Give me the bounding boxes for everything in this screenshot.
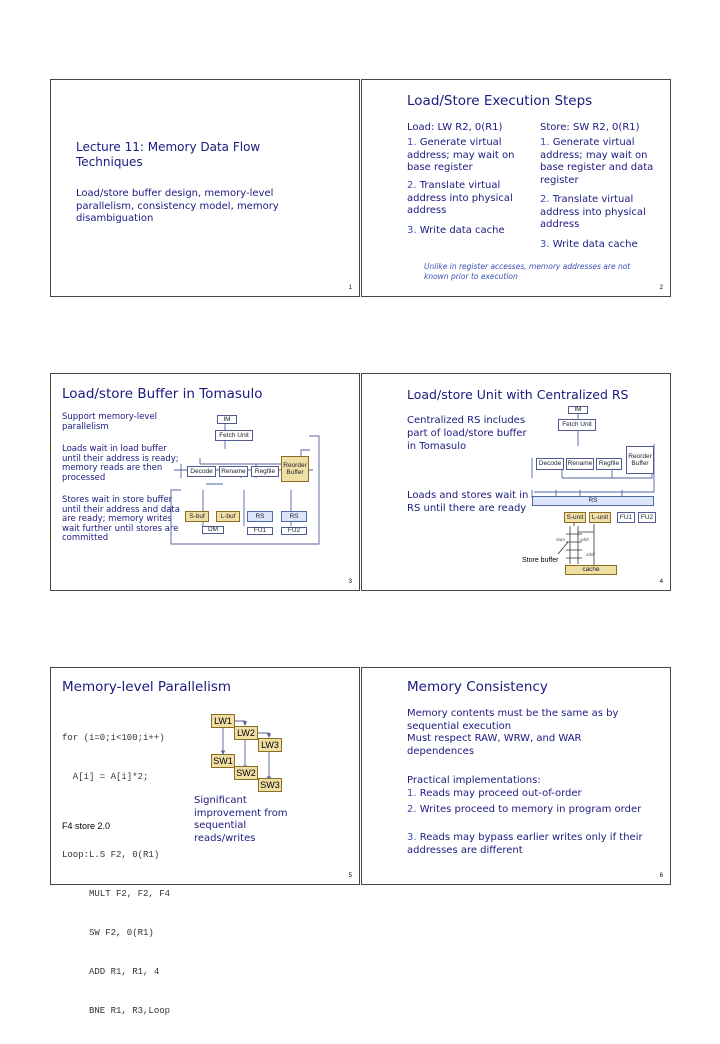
consistency-bullet-2: Must respect RAW, WRW, and WAR dependences (407, 733, 582, 757)
slide-3 (50, 373, 360, 591)
slide-2-title: Load/Store Execution Steps (407, 93, 593, 109)
fetch-unit-box: Fetch Unit (215, 430, 253, 441)
im-box: IM (568, 406, 588, 414)
slide-3-para-3: Stores wait in store buffer until their address and data are ready; memory writes wait further until stores are committed (62, 495, 180, 543)
load-heading: Load: LW R2, 0(R1) (407, 122, 503, 133)
slide-4-title: Load/store Unit with Centralized RS (407, 387, 629, 402)
slide-3-para-2: Loads wait in load buffer until their address is ready; memory reads are then processed (62, 444, 179, 483)
slide-4-para-1: Centralized RS includes part of load/store buffer in Tomasulo (407, 415, 527, 452)
load-step-2: 2. Translate virtual address into physical address (407, 180, 513, 216)
slide-2 (361, 79, 671, 297)
addr-label-2: addr (586, 552, 596, 557)
slide-5-note: Significant improvement from sequential reads/writes (194, 795, 288, 844)
store-buffer-label: Store buffer (522, 557, 559, 564)
page-number: 1 (348, 285, 352, 291)
fu1-box: FU1 (617, 512, 635, 523)
store-step-3: 3. Write data cache (540, 239, 638, 250)
rs-box: RS (532, 496, 654, 506)
page-number: 6 (659, 873, 663, 879)
store-heading: Store: SW R2, 0(R1) (540, 122, 640, 133)
slide-4-para-2: Loads and stores wait in RS until there are ready (407, 490, 529, 514)
decode-box: Decode (187, 466, 216, 477)
s-unit-box: S-unit (564, 512, 586, 523)
page-number: 3 (348, 579, 352, 585)
fu1-box: FU1 (247, 527, 273, 535)
slide-1 (50, 79, 360, 297)
l-buf-box: L-buf (216, 511, 240, 522)
practical-item-1: 1. Reads may proceed out-of-order (407, 788, 582, 799)
load-step-3: 3. Write data cache (407, 225, 505, 236)
sw3-box: SW3 (258, 778, 282, 792)
code-line: ADD R1, R1, 4 (62, 967, 160, 977)
code-line: Loop:L.S F2, 0(R1) (62, 850, 160, 860)
cache-box: cache (565, 565, 617, 575)
slide-3-title: Load/store Buffer in Tomasulo (62, 386, 263, 402)
slide-1-title: Lecture 11: Memory Data Flow Techniques (76, 140, 261, 169)
consistency-bullet-1: Memory contents must be the same as by sequential execution (407, 708, 619, 732)
data-label: data (556, 537, 565, 542)
rename-box: Rename (566, 458, 594, 470)
slide-6 (361, 667, 671, 885)
addr-label-1: addr (580, 537, 590, 542)
tomasulo-diagram (51, 374, 361, 592)
rename-box: Rename (219, 466, 248, 477)
rs-box-2: RS (281, 511, 307, 522)
slide-4 (361, 373, 671, 591)
slide-5 (50, 667, 360, 1016)
reorder-buffer-box: Reorder Buffer (626, 446, 654, 474)
page-number: 2 (659, 285, 663, 291)
centralized-rs-diagram (362, 374, 672, 592)
dm-box: DM (202, 526, 224, 534)
sw2-box: SW2 (234, 766, 258, 780)
fetch-unit-box: Fetch Unit (558, 419, 596, 431)
code-line: BNE R1, R3,Loop (62, 1006, 171, 1016)
l-unit-box: L-unit (589, 512, 611, 523)
lw2-box: LW2 (234, 726, 258, 740)
s-buf-box: S-buf (185, 511, 209, 522)
rs-box-1: RS (247, 511, 273, 522)
decode-box: Decode (536, 458, 564, 470)
practical-item-2: 2. Writes proceed to memory in program order (407, 804, 642, 815)
slide-2-note: Unlike in register accesses, memory addresses are not known prior to execution (424, 262, 631, 281)
regfile-box: Regfile (251, 466, 279, 477)
store-step-1: 1. Generate virtual address; may wait on base register and data register (540, 137, 654, 186)
lw1-box: LW1 (211, 714, 235, 728)
reorder-buffer-box: Reorder Buffer (281, 456, 309, 482)
regfile-box: Regfile (596, 458, 622, 470)
slide-1-subtitle: Load/store buffer design, memory-level parallelism, consistency model, memory disambiguation (76, 188, 279, 224)
page-number: 4 (659, 579, 663, 585)
page-number: 5 (348, 873, 352, 879)
slide-3-para-1: Support memory-level parallelism (62, 412, 157, 432)
centralized-rs-wires (362, 374, 672, 592)
slide-6-title: Memory Consistency (407, 679, 548, 695)
code-line: MULT F2, F2, F4 (62, 889, 171, 899)
parallelism-arrows (51, 668, 361, 886)
code-line: SW F2, 0(R1) (62, 928, 154, 938)
practical-heading: Practical implementations: (407, 775, 541, 786)
im-box: IM (217, 415, 237, 424)
sw1-box: SW1 (211, 754, 235, 768)
lw3-box: LW3 (258, 738, 282, 752)
slide-5-title: Memory-level Parallelism (62, 679, 232, 695)
practical-item-3: 3. Reads may bypass earlier writes only if their addresses are different (407, 832, 643, 856)
tomasulo-wires (51, 374, 361, 592)
fu2-box: FU2 (638, 512, 656, 523)
fu2-box: FU2 (281, 527, 307, 535)
code-line: for (i=0;i<100;i++) (62, 733, 165, 743)
f4-note: F4 store 2.0 (62, 821, 111, 831)
load-step-1: 1. Generate virtual address; may wait on base register (407, 137, 515, 173)
code-line: A[i] = A[i]*2; (62, 772, 149, 782)
store-step-2: 2. Translate virtual address into physical address (540, 194, 646, 230)
